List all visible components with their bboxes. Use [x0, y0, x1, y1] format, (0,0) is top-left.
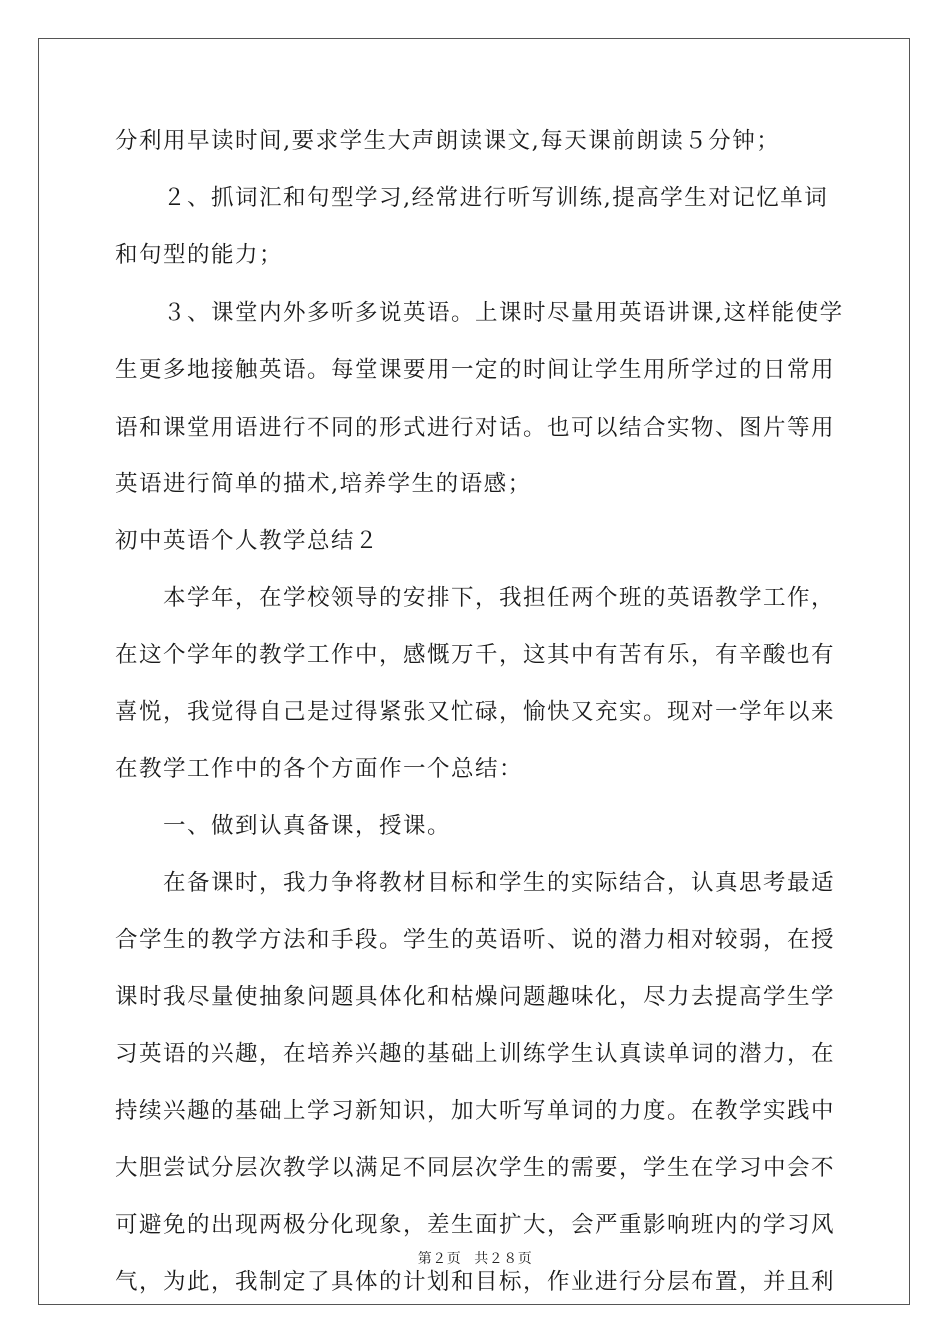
- text-line: 和句型的能力；: [115, 242, 284, 268]
- subheading: 一、做到认真备课，授课。: [115, 813, 452, 839]
- text-line: 持续兴趣的基础上学习新知识，加大听写单词的力度。在教学实践中: [115, 1098, 836, 1124]
- text-line: 大胆尝试分层次教学以满足不同层次学生的需要，学生在学习中会不: [115, 1155, 836, 1181]
- text-line: 在备课时，我力争将教材目标和学生的实际结合，认真思考最适: [115, 870, 836, 896]
- page-footer: [0, 1248, 950, 1268]
- text-line: ２、抓词汇和句型学习,经常进行听写训练,提高学生对记忆单词: [115, 185, 829, 211]
- text-line: 生更多地接触英语。每堂课要用一定的时间让学生用所学过的日常用: [115, 357, 836, 383]
- text-line: 分利用早读时间,要求学生大声朗读课文,每天课前朗读５分钟；: [115, 128, 781, 154]
- text-line: 可避免的出现两极分化现象，差生面扩大，会严重影响班内的学习风: [115, 1212, 836, 1238]
- text-line: 在教学工作中的各个方面作一个总结：: [115, 756, 524, 782]
- section-heading: 初中英语个人教学总结２: [115, 528, 380, 554]
- text-line: 气，为此，我制定了具体的计划和目标，作业进行分层布置，并且利: [115, 1269, 836, 1295]
- text-line: 英语进行简单的描术,培养学生的语感；: [115, 471, 532, 497]
- text-line: 课时我尽量使抽象问题具体化和枯燥问题趣味化，尽力去提高学生学: [115, 984, 836, 1010]
- page-total: 共２８页: [474, 1251, 533, 1267]
- text-line: 习英语的兴趣，在培养兴趣的基础上训练学生认真读单词的潜力，在: [115, 1041, 836, 1067]
- text-line: 在这个学年的教学工作中，感慨万千，这其中有苦有乐，有辛酸也有: [115, 642, 836, 668]
- text-line: 语和课堂用语进行不同的形式进行对话。也可以结合实物、图片等用: [115, 415, 836, 441]
- text-line: 本学年，在学校领导的安排下，我担任两个班的英语教学工作，: [115, 585, 836, 611]
- text-line: ３、课堂内外多听多说英语。上课时尽量用英语讲课,这样能使学: [115, 300, 844, 326]
- text-line: 合学生的教学方法和手段。学生的英语听、说的潜力相对较弱，在授: [115, 927, 836, 953]
- text-line: 喜悦，我觉得自己是过得紧张又忙碌，愉快又充实。现对一学年以来: [115, 699, 836, 725]
- page-number: 第２页: [417, 1251, 462, 1267]
